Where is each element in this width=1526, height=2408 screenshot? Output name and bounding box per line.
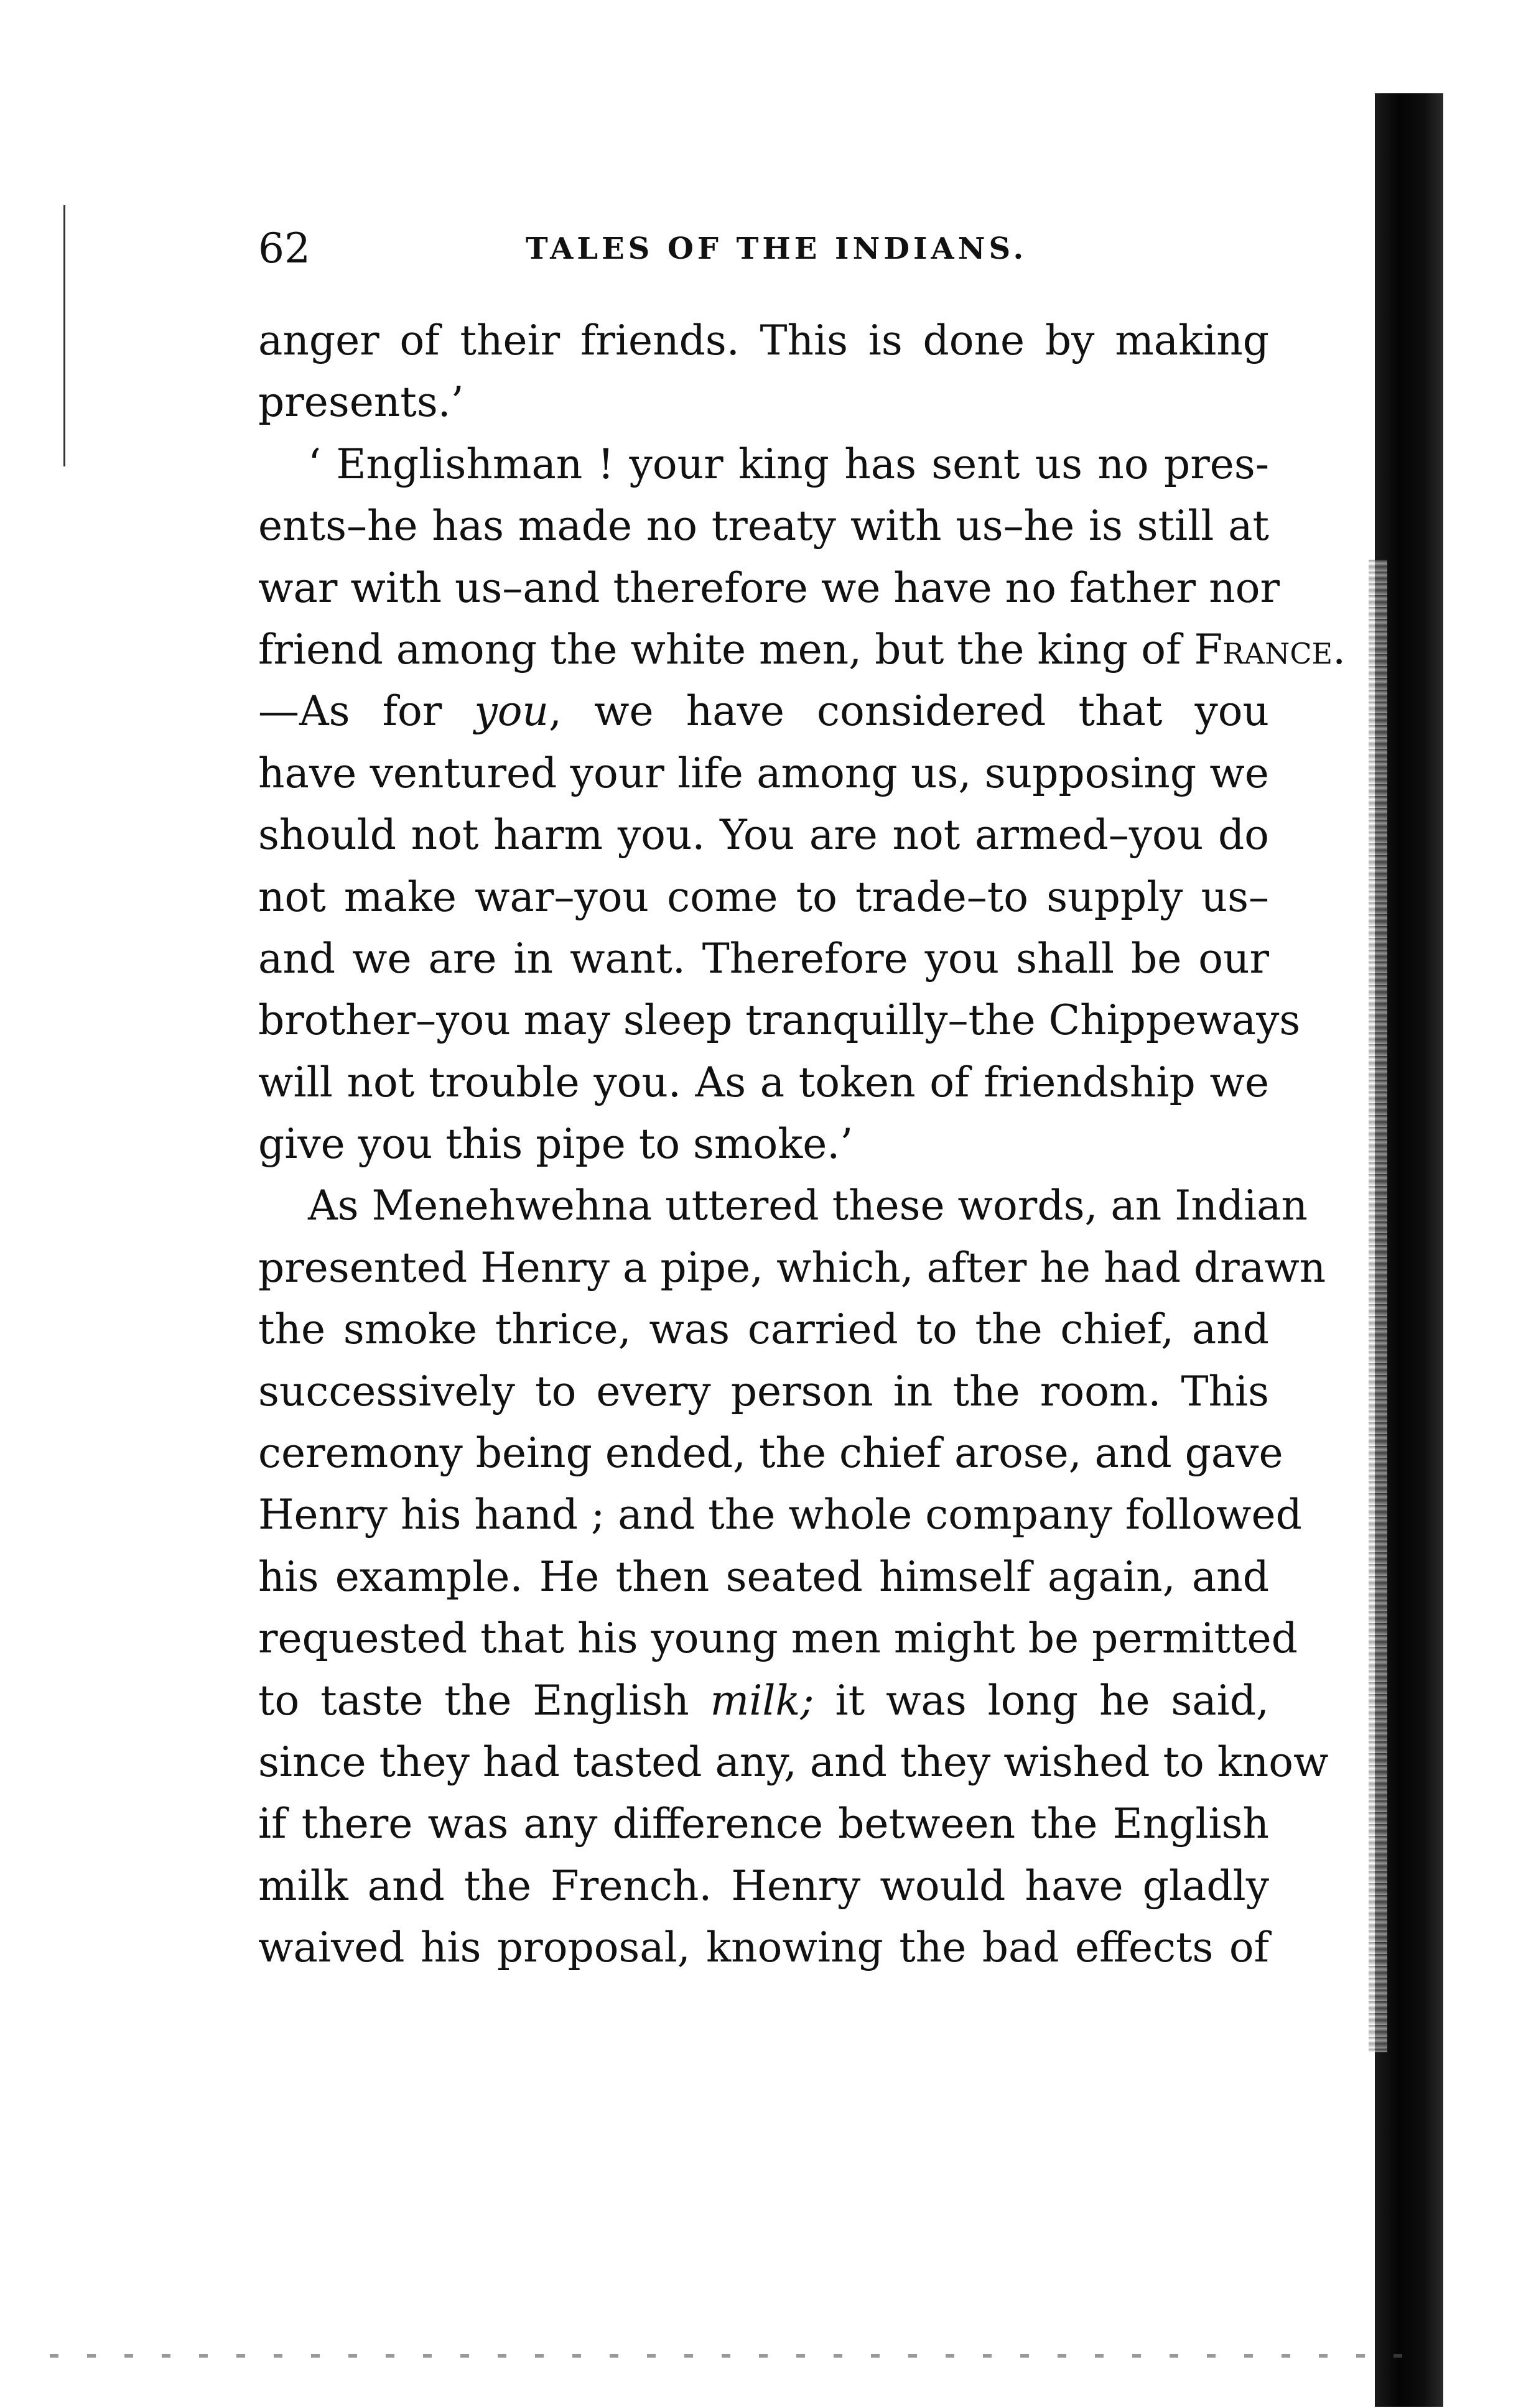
- text-line: ents–he has made no treaty with us–he is still at: [258, 502, 1269, 550]
- text-line: ceremony being ended, the chief arose, and gave: [258, 1429, 1283, 1478]
- text-line: presents.’: [258, 378, 464, 427]
- left-margin-mark: [63, 205, 65, 466]
- text-line: [258, 619, 1346, 680]
- italic-word: you: [474, 687, 549, 736]
- text-line: have ventured your life among us, supposing we: [258, 749, 1269, 797]
- text-line: not make war–you come to trade–to supply us–: [258, 873, 1269, 921]
- small-caps-word: France: [1194, 625, 1333, 674]
- text-line: war with us–and therefore we have no father nor: [258, 563, 1280, 612]
- text-line: the smoke thrice, was carried to the chief, and: [258, 1305, 1269, 1354]
- text-run: to taste the English: [258, 1676, 710, 1725]
- text-line: presented Henry a pipe, which, after he had drawn: [258, 1243, 1326, 1292]
- text-line: requested that his young men might be permitted: [258, 1614, 1298, 1663]
- binding-speckle: [1369, 560, 1387, 2052]
- text-line: anger of their friends. This is done by making: [258, 317, 1269, 364]
- page-number: 62: [258, 225, 310, 272]
- text-line: should not harm you. You are not armed–you do: [258, 811, 1269, 859]
- text-line: give you this pipe to smoke.’: [258, 1120, 854, 1169]
- text-line: milk and the French. Henry would have gladly: [258, 1861, 1269, 1910]
- bottom-scan-noise: [50, 2354, 1418, 2358]
- text-line: his example. He then seated himself again, and: [258, 1552, 1269, 1601]
- text-line: [258, 1670, 1269, 1731]
- text-run: friend among the white men, but the king of: [258, 625, 1194, 674]
- text-run: .: [1333, 625, 1346, 674]
- running-title: TALES OF THE INDIANS.: [526, 231, 1028, 266]
- text-line: As Menehwehna uttered these words, an Indian: [308, 1182, 1308, 1230]
- text-line: will not trouble you. As a token of friendship we: [258, 1058, 1269, 1106]
- text-line: since they had tasted any, and they wished to know: [258, 1738, 1329, 1786]
- text-run: —As for: [258, 687, 475, 736]
- italic-word: milk;: [710, 1676, 814, 1725]
- text-run: it was long he said,: [814, 1676, 1269, 1725]
- text-line: successively to every person in the room. This: [258, 1367, 1269, 1415]
- text-line: ‘ Englishman ! your king has sent us no pres-: [308, 440, 1269, 488]
- text-line: if there was any difference between the English: [258, 1800, 1269, 1848]
- text-line: brother–you may sleep tranquilly–the Chippeways: [258, 996, 1301, 1045]
- running-header: [258, 211, 1266, 286]
- body-text: [258, 310, 1346, 1979]
- text-run: , we have considered that you: [548, 687, 1269, 736]
- text-line: Henry his hand ; and the whole company followed: [258, 1491, 1302, 1539]
- text-line: and we are in want. Therefore you shall be our: [258, 934, 1269, 983]
- text-line: waived his proposal, knowing the bad effects of: [258, 1924, 1269, 1972]
- text-line: [258, 680, 1269, 742]
